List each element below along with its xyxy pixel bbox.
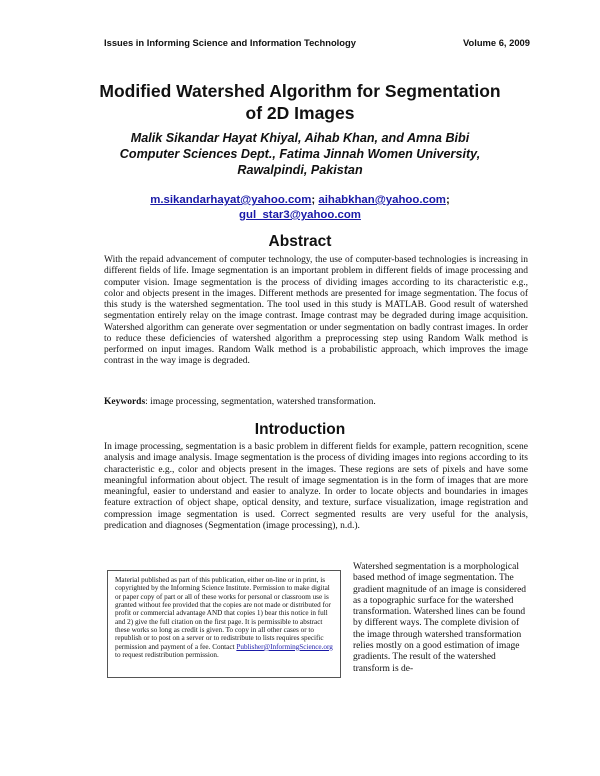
affiliation-line-1: Computer Sciences Dept., Fatima Jinnah Women University,: [119, 147, 481, 161]
running-head: [104, 37, 530, 48]
author-block: [90, 130, 510, 178]
title-line-2: of 2D Images: [245, 103, 355, 123]
author-emails: [100, 193, 500, 223]
journal-name: Issues in Informing Science and Information Technology: [104, 37, 356, 48]
title-line-1: Modified Watershed Algorithm for Segmentation: [99, 81, 501, 101]
keywords-label: Keywords: [104, 397, 146, 407]
email-link-1[interactable]: m.sikandarhayat@yahoo.com: [150, 194, 312, 206]
copyright-notice-box: [107, 570, 341, 678]
copyright-text: Material published as part of this publication, either on-line or in print, is copyrighted by the Informing Science Institute. Permission to make digital or paper copy of part or all of these works for personal or classroom use is granted without fee provided that the copies are not made or distributed for profit or commercial advantage AND that copies 1) bear this notice in full and 2) give the full citation on the first page. It is permissible to abstract these works so long as credit is given. To copy in all other cases or to republish or to post on a server or to redistribute to lists requires specific permission and payment of a fee. Contact: [115, 576, 331, 651]
author-names: Malik Sikandar Hayat Khiyal, Aihab Khan, and Amna Bibi: [130, 131, 470, 145]
keywords-line: [104, 397, 528, 407]
copyright-text-end: to request redistribution permission.: [115, 651, 219, 660]
introduction-right-column: Watershed segmentation is a morphological based method of image segmentation. The gradient magnitude of an image is considered as a topographic surface for the watershed transformation. Watershed lines can be found by different ways. The complete division of the image through watershed transformation relies mostly on a good estimation of image gradients. The result of the watershed transform is de-: [353, 562, 527, 674]
email-link-2[interactable]: aihabkhan@yahoo.com: [318, 194, 446, 206]
volume-info: Volume 6, 2009: [462, 37, 530, 48]
publisher-email-link[interactable]: Publisher@InformingScience.org: [236, 642, 333, 651]
keywords-text: : image processing, segmentation, watershed transformation.: [145, 397, 376, 407]
abstract-heading: Abstract: [268, 233, 332, 250]
paper-title: [80, 80, 520, 124]
abstract-text: With the repaid advancement of computer technology, the use of computer-based technologies is increasing in different fields of life. Image segmentation is an important problem in different fields of image processing and computer vision. Image segmentation is the process of dividing images according to its characteristic e.g., color and objects present in the images. Different methods are presented for image segmentation. The focus of this study is the watershed segmentation. The tool used in this study is MATLAB. Good result of watershed segmentation entirely relay on the image contrast. Image contrast may be degraded during image acquisition. Watershed algorithm can generate over segmentation or under segmentation on badly contrast images. In order to reduce these deficiencies of watershed algorithm a preprocessing step using Random Walk method is performed on input images. Random Walk method is a probabilistic approach, which improves the image contrast in the way image is degraded.: [104, 255, 528, 367]
introduction-heading: Introduction: [254, 421, 346, 438]
email-link-3[interactable]: gul_star3@yahoo.com: [239, 209, 361, 221]
email-separator: ;: [445, 194, 450, 206]
affiliation-line-2: Rawalpindi, Pakistan: [237, 163, 363, 177]
email-separator: ;: [311, 194, 316, 206]
introduction-text: In image processing, segmentation is a basic problem in different fields for example, pattern recognition, scene analysis and image analysis. Image segmentation is the process of dividing images into regions according to its characteristic e.g., color and objects present in the images. These regions are sets of pixels and have some meaningful information about object. The result of image segmentation is in the form of images that are more meaningful, easier to understand and easier to analyze. In order to locate objects and boundaries in images feature extraction of object shape, optical density, and texture, surface visualization, image registration and compression image segmentation is used. Correct segmented results are very useful for the analysis, predication and diagnoses (Segmentation (image processing), n.d.).: [104, 442, 528, 531]
